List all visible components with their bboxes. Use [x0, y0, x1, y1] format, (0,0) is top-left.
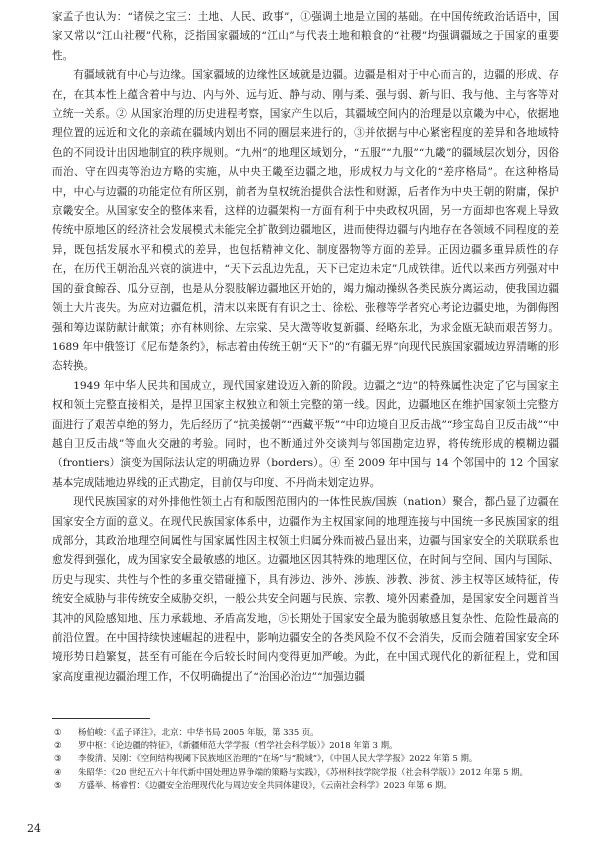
footnote-text: 方盛举、杨睿哲：《边疆安全治理现代化与周边安全共同体建设》，《云南社会科学》2023 年第 6 期。 [78, 779, 452, 790]
footnote-item [52, 766, 559, 779]
footnote-text: 朱昭华：《20 世纪五六十年代新中国处理边界争端的策略与实践》，《苏州科技学院学报（社会科学版）》2012 年第 5 期。 [78, 766, 528, 777]
footnote-item [52, 726, 559, 739]
footnote-marker: ① [54, 727, 62, 737]
paragraph-4: 现代民族国家的对外排他性领土占有和版图范围内的一体性民族/国族（nation）聚合，都凸显了边疆在国家安全方面的意义。在现代民族国家体系中，边疆作为主权国家间的地理连接与中国统一多民族国家的组成部分，其政治地理空间属性与国家属性因主权领土归属分殊而被凸显出来，边疆与国家安全的关联联系也愈发得到强化，成为国家安全最敏感的地区。边疆地区因其特殊的地理区位，在时间与空间、国内与国际、历史与现实、共性与个性的多重交错碰撞下，具有涉边、涉外、涉族、涉教、涉贫、涉主权等区域特征，传统安全威胁与非传统安全威胁交织，一般公共安全问题与民族、宗教、境外因素叠加，是国家安全问题首当其冲的风险感知地、压力承载地、矛盾高发地，⑤长期处于国家安全最为脆弱敏感且复杂性、危险性最高的前沿位置。在中国持续快速崛起的进程中，影响边疆安全的各类风险不仅不会消失，反而会随着国家安全环境形势日趋繁复，甚至有可能在今后较长时间内变得更加严峻。为此，在中国式现代化的新征程上，党和国家高度重视边疆治理工作，不仅明确提出了“治国必治边”“加强边疆 [52, 496, 559, 683]
paragraph-3: 1949 年中华人民共和国成立，现代国家建设迈入新的阶段。边疆之“边”的特殊属性决定了它与国家主权和领土完整直接相关，是捍卫国家主权独立和领土完整的第一线。因此，边疆地区在维护国家领土完整方面进行了艰苦卓绝的努力，先后经历了“抗美援朝”“西藏平叛”“中印边境自卫反击战”“珍宝岛自卫反击战”“中越自卫反击战”等血火交融的考验。同时，也不断通过外交谈判与邻国勘定边界，将传统形成的模糊边疆（frontiers）演变为国际法认定的明确边界（borders）。④ 至 2009 年中国与 14 个邻国中的 12 个国家基本完成陆地边界线的正式勘定，目前仅与印度、不丹尚未划定边界。 [52, 379, 559, 489]
footnote-marker: ③ [54, 753, 62, 764]
footnote-text: 罗中枢：《论边疆的特征》，《新疆师范大学学报（哲学社会科学版）》2018 年第 3 期。 [78, 740, 398, 751]
footnote-marker: ⑤ [54, 779, 62, 790]
paragraph-1: 家孟子也认为：“诸侯之宝三：土地、人民、政事”，①强调土地是立国的基础。在中国传统政治话语中，国家又常以“江山社稷”代称，泛指国家疆域的“江山”与代表土地和粮食的“社稷”均强调疆域之于国家的重要性。 [52, 11, 559, 62]
footnote-text: 李俊清、吴刚：《空间结构视阈下民族地区治理的“在场”与“脱域”》，《中国人民大学学报》2022 年第 5 期。 [78, 753, 478, 764]
footnote-divider [52, 718, 150, 719]
footnote-item [52, 752, 559, 765]
footnote-item [52, 779, 559, 792]
page-number: 24 [27, 822, 41, 835]
footnote-marker: ④ [54, 766, 62, 777]
footnote-marker: ② [54, 740, 62, 751]
footnotes [52, 726, 559, 792]
main-text [52, 8, 559, 687]
footnote-text: 杨伯峻：《孟子译注》，北京：中华书局 2005 年版，第 335 页。 [78, 727, 319, 737]
footnote-item [52, 739, 559, 752]
paragraph-2: 有疆域就有中心与边缘。国家疆域的边缘性区域就是边疆。边疆是相对于中心而言的，边疆的形成、存在，在其本性上蕴含着中与边、内与外、远与近、静与动、刚与柔、强与弱、新与旧、我与他、主与客等对立统一关系。② 从国家治理的历史进程考察，国家产生以后，其疆域空间内的治理是以京畿为中心，依据地理位置的远近和文化的亲疏在疆域内划出不同的圈层来进行的，③并依据与中心紧密程度的差异和各地域特色的不同设计出因地制宜的秩序规则。“九州”的地理区域划分，“五服”“九服”“九畿”的疆域层次划分，因俗而治、守在四夷等治边方略的实施，从中央王畿至边疆之地，形成权力与文化的“差序格局”。在这种格局中，中心与边疆的功能定位有所区别，前者为皇权统治提供合法性和财源，后者作为中央王朝的附庸，保护京畿安全。从国家安全的整体来看，这样的边疆架构一方面有利于中央政权巩固，另一方面却也客观上导致传统中原地区的经济社会发展模式未能完全扩散到边疆地区，进而使得边疆与内地存在各领域不同程度的差异，既包括发展水平和模式的差异，也包括精神文化、制度器物等方面的差异。正因边疆多重异质性的存在，在历代王朝治乱兴衰的演进中，“天下云乱边先乱，天下已定边未定”几成铁律。近代以来西方列强对中国的蚕食鲸吞、瓜分豆剖，也是从分裂肢解边疆地区开始的，竭力煽动操纵各类民族分离运动，使我国边疆领土大片丧失。为应对边疆危机，清末以来既有有识之士、徐松、张穆等学者究心考论边疆史地，为御侮图强和筹边谋防献计献策；亦有林则徐、左宗棠、吴大澂等收复新疆、经略东北，为求金瓯无缺而艰苦努力。1689 年中俄签订《尼布楚条约》，标志着由传统王朝“天下”的“有疆无界”向现代民族国家疆域边界清晰的形态转换。 [52, 69, 559, 373]
